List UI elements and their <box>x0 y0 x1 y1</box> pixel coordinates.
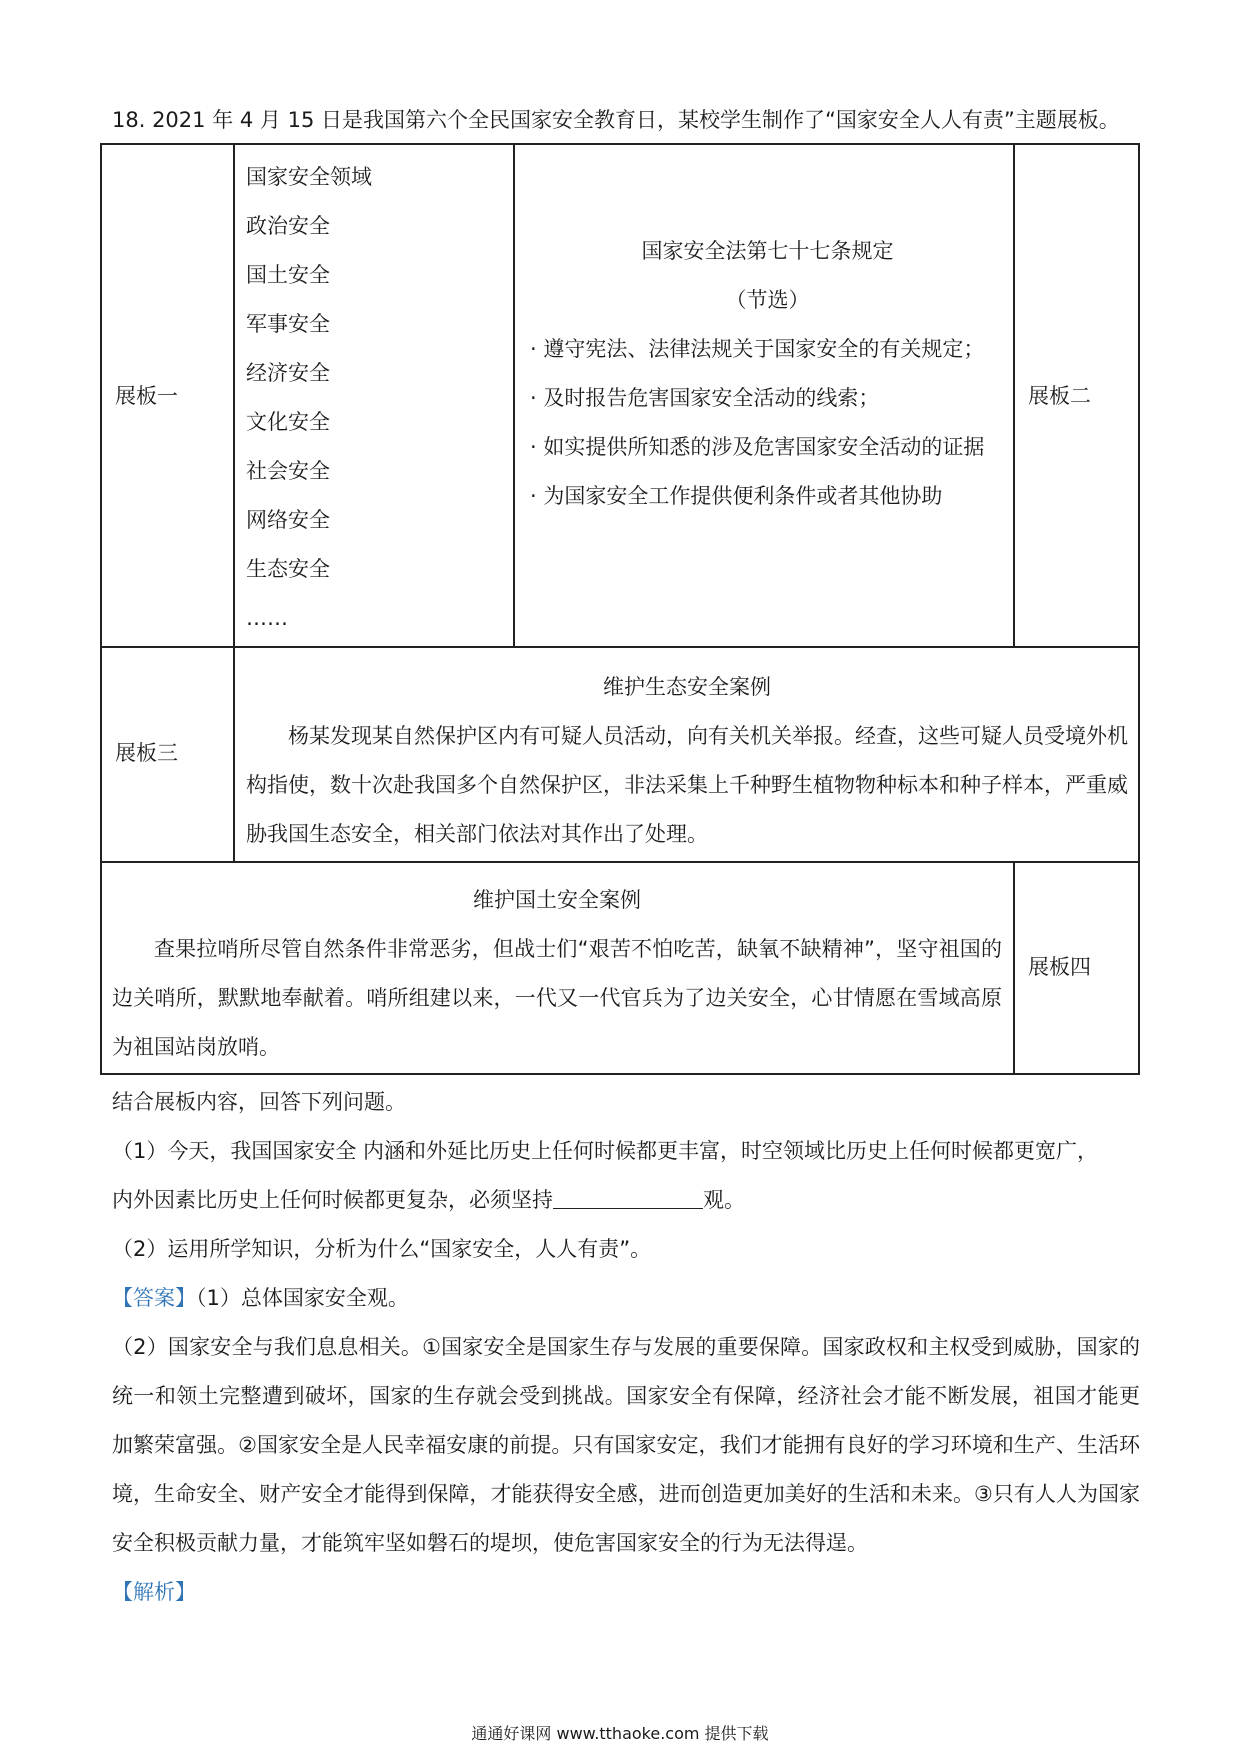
answer-blank <box>553 1186 703 1209</box>
list-item: · 及时报告危害国家安全活动的线索； <box>530 386 880 410</box>
board3-content <box>246 663 1128 859</box>
table-border-left <box>100 143 102 1075</box>
board4-label: 展板四 <box>1028 955 1091 979</box>
list-item: · 如实提供所知悉的涉及危害国家安全活动的证据 <box>530 435 985 459</box>
table-border-bottom <box>100 1073 1140 1075</box>
board2-subtitle: （节选） <box>725 288 810 312</box>
list-item: 国家安全领域 <box>246 165 372 189</box>
table-row-divider <box>100 646 1140 648</box>
answer-tag: 【答案】 <box>112 1286 196 1310</box>
list-item: 社会安全 <box>246 459 330 483</box>
table-col-divider <box>1013 143 1015 648</box>
question-2: （2）运用所学知识，分析为什么“国家安全，人人有责”。 <box>112 1237 652 1261</box>
page-footer: 通通好课网 www.tthaoke.com 提供下载 <box>471 1724 769 1743</box>
board4-content <box>112 876 1002 1072</box>
table-col-divider <box>233 143 235 863</box>
answer-2: （2）国家安全与我们息息相关。①国家安全是国家生存与发展的重要保障。国家政权和主权受到威胁，国家的统一和领土完整遭到破坏，国家的生存就会受到挑战。国家安全有保障，经济社会才能不断发展，祖国才能更加繁荣富强。②国家安全是人民幸福安康的前提。只有国家安定，我们才能拥有良好的学习环境和生产、生活环境，生命安全、财产安全才能得到保障，才能获得安全感，进而创造更加美好的生活和未来。③只有人人为国家安全积极贡献力量，才能筑牢坚如磐石的堤坝，使危害国家安全的行为无法得逞。 <box>112 1335 1140 1555</box>
answer-1-line <box>112 1274 1140 1323</box>
board2-label: 展板二 <box>1028 384 1091 408</box>
list-item: · 遵守宪法、法律法规关于国家安全的有关规定； <box>530 337 985 361</box>
question-1-suffix: 观。 <box>703 1188 745 1212</box>
table-border-right <box>1138 143 1140 1075</box>
board1-domain-list <box>246 153 506 643</box>
boards-table <box>100 143 1140 1075</box>
list-item: 政治安全 <box>246 214 330 238</box>
board2-title: 国家安全法第七十七条规定 <box>641 239 894 263</box>
table-col-divider <box>1013 861 1015 1075</box>
question-1-line1: （1）今天，我国国家安全 内涵和外延比历史上任何时候都更丰富，时空领域比历史上任何时候都更宽广， <box>112 1139 1099 1163</box>
board4-title: 维护国土安全案例 <box>473 888 641 912</box>
table-row-divider <box>100 861 1140 863</box>
board4-text: 查果拉哨所尽管自然条件非常恶劣，但战士们“艰苦不怕吃苦，缺氧不缺精神”，坚守祖国的边关哨所，默默地奉献着。哨所组建以来，一代又一代官兵为了边关安全，心甘情愿在雪域高原为祖国站岗放哨。 <box>112 937 1002 1059</box>
list-item: 国土安全 <box>246 263 330 287</box>
question-1-text: 内外因素比历史上任何时候都更复杂，必须坚持 <box>112 1188 553 1212</box>
table-col-divider <box>513 143 515 648</box>
board3-title: 维护生态安全案例 <box>603 675 771 699</box>
board2-law-content <box>530 227 1005 521</box>
table-border-top <box>100 143 1140 145</box>
list-item: 文化安全 <box>246 410 330 434</box>
list-item: 生态安全 <box>246 557 330 581</box>
list-item: 经济安全 <box>246 361 330 385</box>
list-item: …… <box>246 606 288 630</box>
board1-label: 展板一 <box>115 384 178 408</box>
list-item: 军事安全 <box>246 312 330 336</box>
board3-text: 杨某发现某自然保护区内有可疑人员活动，向有关机关举报。经查，这些可疑人员受境外机构指使，数十次赴我国多个自然保护区，非法采集上千种野生植物物种标本和种子样本，严重威胁我国生态安全，相关部门依法对其作出了处理。 <box>246 724 1128 846</box>
questions-section <box>112 1078 1140 1617</box>
instruction-text: 结合展板内容，回答下列问题。 <box>112 1090 406 1114</box>
question-1-line2 <box>112 1176 1140 1225</box>
question-18-stem: 18. 2021 年 4 月 15 日是我国第六个全民国家安全教育日，某校学生制作了“国家安全人人有责”主题展板。 <box>112 108 1120 132</box>
list-item: 网络安全 <box>246 508 330 532</box>
board3-label: 展板三 <box>115 741 178 765</box>
answer-1: （1）总体国家安全观。 <box>196 1286 409 1310</box>
list-item: · 为国家安全工作提供便利条件或者其他协助 <box>530 484 943 508</box>
analysis-tag: 【解析】 <box>112 1580 196 1604</box>
